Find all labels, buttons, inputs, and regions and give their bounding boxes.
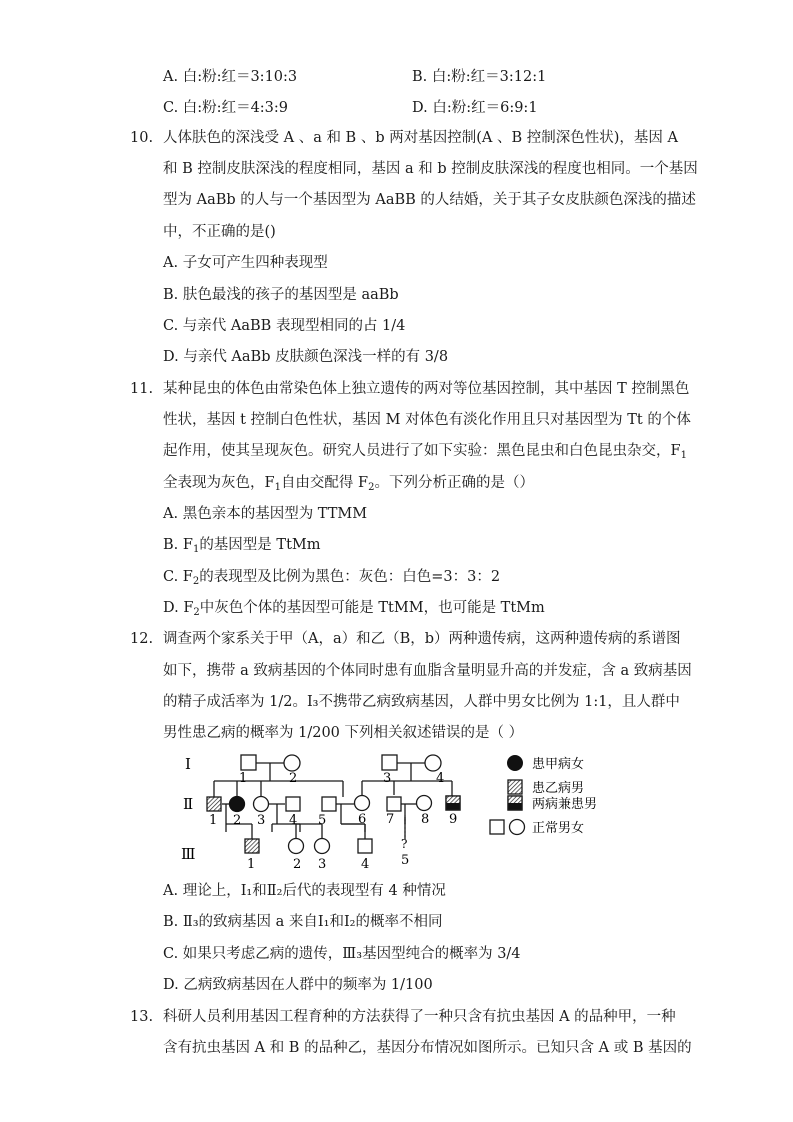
q11-stem-line: 某种昆虫的体色由常染色体上独立遗传的两对等位基因控制，其中基因 T 控制黑色	[163, 381, 690, 397]
pedigree-diagram	[175, 747, 615, 877]
q13-number: 13.	[130, 1009, 154, 1025]
q11-option-a: A. 黑色亲本的基因型为 TTMM	[163, 506, 368, 522]
individual-number: 4	[289, 813, 298, 828]
q13-stem-line: 科研人员利用基因工程育种的方法获得了一种只含有抗虫基因 A 的品种甲，一种	[163, 1009, 676, 1025]
individual-number: 5	[401, 853, 410, 868]
q12-stem-line: 的精子成活率为 1/2。Ⅰ₃不携带乙病致病基因，人群中男女比例为 1:1，且人群中	[163, 694, 680, 710]
q11-option-c: C. $F_2$的表现型及比例为黑色：灰色：白色=3：3：2	[163, 569, 501, 587]
individual-number: 2	[233, 813, 242, 828]
q11-stem-line: 全表现为灰色，$F_1$自由交配得 $F_2$。下列分析正确的是（）	[163, 475, 534, 493]
legend-label: 患甲病女	[532, 757, 585, 772]
q13-stem-line: 含有抗虫基因 A 和 B 的品种乙，基因分布情况如图所示。已知只含 A 或 B 基因的	[163, 1040, 692, 1056]
individual-number: 3	[257, 813, 266, 828]
individual-number: 2	[289, 771, 298, 786]
q10-number: 10.	[130, 130, 154, 146]
generation-label: Ⅱ	[183, 795, 194, 813]
q10-stem-line: 型为 AaBb 的人与一个基因型为 AaBB 的人结婚，关于其子女皮肤颜色深浅的描述	[163, 192, 696, 208]
q12-option-b: B. Ⅱ₃的致病基因 a 来自Ⅰ₁和Ⅰ₂的概率不相同	[163, 914, 443, 930]
legend-label: 两病兼患男	[532, 797, 598, 812]
generation-label: Ⅰ	[185, 755, 191, 773]
legend-label: 患乙病男	[532, 781, 585, 796]
q11-option-d: D. $F_2$中灰色个体的基因型可能是 TtMM，也可能是 TtMm	[163, 600, 545, 618]
q10-option-b: B. 肤色最浅的孩子的基因型是 aaBb	[163, 287, 399, 303]
individual-number: 4	[361, 857, 370, 872]
q11-option-b: B. $F_1$的基因型是 TtMm	[163, 537, 321, 555]
q10-stem-line: 和 B 控制皮肤深浅的程度相同，基因 a 和 b 控制皮肤深浅的程度也相同。一个基因	[163, 161, 698, 177]
q12-stem-line: 如下，携带 a 致病基因的个体同时患有血脂含量明显升高的并发症，含 a 致病基因	[163, 663, 692, 679]
q10-stem-line: 人体肤色的深浅受 A 、a 和 B 、b 两对基因控制(A 、B 控制深色性状)，基因 A	[163, 130, 678, 146]
individual-number: 3	[318, 857, 327, 872]
individual-number: 6	[358, 812, 367, 827]
q12-stem-line: 调查两个家系关于甲（A，a）和乙（B，b）两种遗传病，这两种遗传病的系谱图	[163, 631, 681, 647]
q11-stem-line: 起作用，使其呈现灰色。研究人员进行了如下实验：黑色昆虫和白色昆虫杂交，$F_1$	[163, 443, 687, 461]
individual-number: 1	[247, 857, 256, 872]
individual-number: 8	[421, 812, 430, 827]
individual-number: 2	[293, 857, 302, 872]
legend-label: 正常男女	[532, 821, 585, 836]
q12-option-a: A. 理论上，Ⅰ₁和Ⅱ₂后代的表现型有 4 种情况	[163, 883, 446, 899]
q9-option-a: A. 白:粉:红＝3:10:3	[163, 69, 298, 85]
q12-number: 12.	[130, 631, 154, 647]
q9-option-d: D. 白:粉:红＝6:9:1	[412, 100, 538, 116]
individual-number: 1	[239, 771, 248, 786]
q9-option-c: C. 白:粉:红＝4:3:9	[163, 100, 289, 116]
q11-stem-line: 性状，基因 t 控制白色性状，基因 M 对体色有淡化作用且只对基因型为 Tt 的个体	[163, 412, 691, 428]
individual-number: 3	[383, 771, 392, 786]
q10-option-a: A. 子女可产生四种表现型	[163, 255, 328, 271]
individual-number: 7	[386, 812, 395, 827]
q10-stem-line: 中，不正确的是()	[163, 224, 276, 240]
individual-number: 9	[449, 812, 458, 827]
q10-option-c: C. 与亲代 AaBB 表现型相同的占 1/4	[163, 318, 406, 334]
individual-number: 4	[436, 771, 445, 786]
individual-number: 1	[209, 813, 218, 828]
q12-option-c: C. 如果只考虑乙病的遗传，Ⅲ₃基因型纯合的概率为 3/4	[163, 946, 521, 962]
unknown-mark: ?	[401, 837, 408, 851]
q10-option-d: D. 与亲代 AaBb 皮肤颜色深浅一样的有 3/8	[163, 349, 449, 365]
q9-option-b: B. 白:粉:红＝3:12:1	[412, 69, 547, 85]
q11-number: 11.	[130, 381, 154, 397]
individual-number: 5	[318, 813, 327, 828]
q12-option-d: D. 乙病致病基因在人群中的频率为 1/100	[163, 977, 433, 993]
q12-stem-line: 男性患乙病的概率为 1/200 下列相关叙述错误的是（ ）	[163, 725, 524, 741]
generation-label: Ⅲ	[181, 845, 196, 863]
